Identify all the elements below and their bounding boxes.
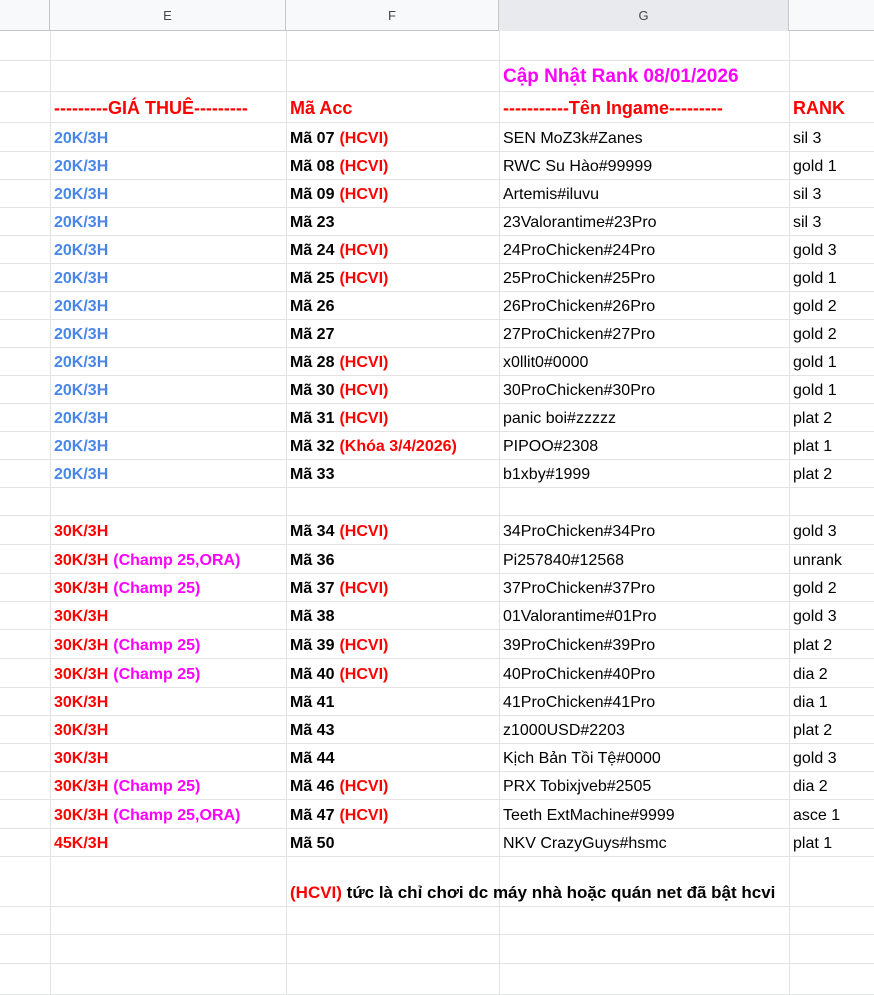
rank-value: plat 1 xyxy=(793,835,833,852)
account-code: Mã 34 xyxy=(290,523,335,540)
account-code-cell[interactable] xyxy=(286,152,388,180)
ingame-name: Teeth ExtMachine#9999 xyxy=(503,807,675,824)
account-code: Mã 50 xyxy=(290,835,335,852)
ingame-name-cell[interactable] xyxy=(499,180,599,208)
ingame-name-cell[interactable] xyxy=(499,208,657,236)
footer-flag: (HCVI) xyxy=(290,883,342,902)
ingame-name: 30ProChicken#30Pro xyxy=(503,382,656,399)
ingame-name: SEN MoZ3k#Zanes xyxy=(503,130,643,147)
account-code: Mã 26 xyxy=(290,298,335,315)
ingame-name-cell[interactable] xyxy=(499,460,590,488)
rank-value: plat 2 xyxy=(793,466,833,483)
rank-value: gold 1 xyxy=(793,354,837,371)
account-code: Mã 32 xyxy=(290,438,335,455)
grid-row-line xyxy=(0,934,874,935)
ingame-name-cell[interactable] xyxy=(499,688,655,716)
grid-row-line xyxy=(0,487,874,488)
hcvi-flag: (HCVI) xyxy=(339,270,389,287)
price-cell[interactable] xyxy=(50,545,240,574)
column-header-f[interactable]: F xyxy=(286,0,499,31)
grid-row-line xyxy=(0,179,874,180)
grid-row-line xyxy=(0,375,874,376)
account-code-cell[interactable] xyxy=(286,516,388,545)
price-value: 30K/3H xyxy=(54,552,109,569)
price-cell[interactable] xyxy=(50,208,108,236)
rank-cell[interactable] xyxy=(789,574,837,602)
hcvi-flag: (HCVI) xyxy=(339,580,389,597)
column-header-bar xyxy=(0,0,874,31)
account-code-cell[interactable] xyxy=(286,460,334,488)
grid-row-line xyxy=(0,403,874,404)
hcvi-flag: (HCVI) xyxy=(339,354,389,371)
rank-value: gold 1 xyxy=(793,158,837,175)
rank-cell[interactable] xyxy=(789,659,828,688)
row-header-corner[interactable] xyxy=(0,0,50,31)
column-header-g[interactable]: G xyxy=(499,0,789,31)
price-value: 30K/3H xyxy=(54,750,109,767)
rank-cell[interactable] xyxy=(789,292,837,320)
price-value: 30K/3H xyxy=(54,580,109,597)
price-cell[interactable] xyxy=(50,829,108,857)
grid-row-line xyxy=(0,235,874,236)
rank-value: dia 2 xyxy=(793,666,828,683)
ingame-name: b1xby#1999 xyxy=(503,466,591,483)
price-value: 20K/3H xyxy=(54,354,109,371)
account-code-cell[interactable] xyxy=(286,404,388,432)
ingame-name: 23Valorantime#23Pro xyxy=(503,214,657,231)
ingame-name-cell[interactable] xyxy=(499,123,643,152)
account-code-cell[interactable] xyxy=(286,320,334,348)
ingame-name-cell[interactable] xyxy=(499,659,655,688)
price-value: 20K/3H xyxy=(54,130,109,147)
price-cell[interactable] xyxy=(50,602,108,630)
price-cell[interactable] xyxy=(50,574,200,602)
account-code-cell[interactable] xyxy=(286,376,388,404)
ingame-name: z1000USD#2203 xyxy=(503,722,625,739)
ingame-name-cell[interactable] xyxy=(499,376,655,404)
account-code: Mã 47 xyxy=(290,807,335,824)
hcvi-flag: (HCVI) xyxy=(339,637,389,654)
champ-note: (Champ 25,ORA) xyxy=(113,807,241,824)
price-value: 20K/3H xyxy=(54,186,109,203)
ingame-name-cell[interactable] xyxy=(499,602,657,630)
ingame-name: PIPOO#2308 xyxy=(503,438,599,455)
rank-cell[interactable] xyxy=(789,545,842,574)
account-code: Mã 38 xyxy=(290,608,335,625)
ingame-name-cell[interactable] xyxy=(499,829,667,857)
price-cell[interactable] xyxy=(50,432,108,460)
account-code-cell[interactable] xyxy=(286,292,334,320)
price-cell[interactable] xyxy=(50,264,108,292)
account-code: Mã 08 xyxy=(290,158,335,175)
price-cell[interactable] xyxy=(50,659,200,688)
ingame-name-cell[interactable] xyxy=(499,320,655,348)
price-cell[interactable] xyxy=(50,404,108,432)
rank-value: gold 3 xyxy=(793,750,837,767)
price-value: 30K/3H xyxy=(54,778,109,795)
price-value: 20K/3H xyxy=(54,466,109,483)
account-code-cell[interactable] xyxy=(286,264,388,292)
champ-note: (Champ 25) xyxy=(113,637,201,654)
header-rank[interactable]: RANK xyxy=(793,98,845,118)
column-header-e[interactable]: E xyxy=(50,0,286,31)
account-code-cell[interactable] xyxy=(286,348,388,376)
ingame-name: 25ProChicken#25Pro xyxy=(503,270,656,287)
ingame-name: NKV CrazyGuys#hsmc xyxy=(503,835,667,852)
account-code-cell[interactable] xyxy=(286,180,388,208)
grid-row-line xyxy=(0,347,874,348)
hcvi-flag: (HCVI) xyxy=(339,778,389,795)
grid-row-line xyxy=(0,743,874,744)
ingame-name-cell[interactable] xyxy=(499,264,655,292)
price-value: 45K/3H xyxy=(54,835,109,852)
account-code: Mã 39 xyxy=(290,637,335,654)
ingame-name: 24ProChicken#24Pro xyxy=(503,242,656,259)
account-code: Mã 46 xyxy=(290,778,335,795)
account-code: Mã 40 xyxy=(290,666,335,683)
account-code: Mã 41 xyxy=(290,694,335,711)
price-value: 30K/3H xyxy=(54,694,109,711)
price-cell[interactable] xyxy=(50,292,108,320)
rank-cell[interactable] xyxy=(789,630,832,659)
hcvi-flag: (HCVI) xyxy=(339,382,389,399)
footer-text: tức là chỉ chơi dc máy nhà hoặc quán net đã bật hcvi xyxy=(341,883,776,902)
price-cell[interactable] xyxy=(50,630,200,659)
ingame-name: RWC Su Hào#99999 xyxy=(503,158,653,175)
ingame-name: 34ProChicken#34Pro xyxy=(503,523,656,540)
ingame-name: PRX Tobixjveb#2505 xyxy=(503,778,652,795)
hcvi-flag: (HCVI) xyxy=(339,807,389,824)
price-cell[interactable] xyxy=(50,180,108,208)
rank-value: sil 3 xyxy=(793,130,822,147)
rank-value: plat 1 xyxy=(793,438,833,455)
price-value: 20K/3H xyxy=(54,214,109,231)
account-code-cell[interactable] xyxy=(286,688,334,716)
ingame-name: 40ProChicken#40Pro xyxy=(503,666,656,683)
spreadsheet-grid xyxy=(0,31,874,995)
rank-value: dia 1 xyxy=(793,694,828,711)
rank-cell[interactable] xyxy=(789,829,832,857)
account-code: Mã 30 xyxy=(290,382,335,399)
hcvi-flag: (HCVI) xyxy=(339,666,389,683)
rank-cell[interactable] xyxy=(789,264,837,292)
ingame-name-cell[interactable] xyxy=(499,432,598,460)
grid-row-line xyxy=(0,963,874,964)
rank-cell[interactable] xyxy=(789,602,837,630)
rank-cell[interactable] xyxy=(789,348,837,376)
rank-value: plat 2 xyxy=(793,722,833,739)
price-value: 30K/3H xyxy=(54,807,109,824)
rank-cell[interactable] xyxy=(789,320,837,348)
account-code-cell[interactable] xyxy=(286,123,388,152)
ingame-name: Kịch Bản Tồi Tệ#0000 xyxy=(503,750,661,767)
price-cell[interactable] xyxy=(50,744,108,772)
price-value: 20K/3H xyxy=(54,158,109,175)
grid-row-line xyxy=(0,515,874,516)
account-code: Mã 27 xyxy=(290,326,335,343)
sheet-title[interactable]: Cập Nhật Rank 08/01/2026 xyxy=(503,66,739,87)
rank-value: gold 3 xyxy=(793,242,837,259)
rank-cell[interactable] xyxy=(789,123,821,152)
rank-value: plat 2 xyxy=(793,637,833,654)
ingame-name-cell[interactable] xyxy=(499,236,655,264)
champ-note: (Champ 25,ORA) xyxy=(113,552,241,569)
account-code-cell[interactable] xyxy=(286,630,388,659)
ingame-name: 37ProChicken#37Pro xyxy=(503,580,656,597)
ingame-name-cell[interactable] xyxy=(499,800,675,829)
rank-cell[interactable] xyxy=(789,152,837,180)
price-cell[interactable] xyxy=(50,460,108,488)
price-cell[interactable] xyxy=(50,716,108,744)
ingame-name-cell[interactable] xyxy=(499,292,655,320)
rank-value: sil 3 xyxy=(793,186,822,203)
ingame-name: 27ProChicken#27Pro xyxy=(503,326,656,343)
hcvi-flag: (HCVI) xyxy=(339,130,389,147)
price-cell[interactable] xyxy=(50,772,200,800)
price-cell[interactable] xyxy=(50,800,240,829)
account-code: Mã 24 xyxy=(290,242,335,259)
ingame-name-cell[interactable] xyxy=(499,152,652,180)
rank-value: gold 2 xyxy=(793,326,837,343)
price-cell[interactable] xyxy=(50,123,108,152)
account-code: Mã 36 xyxy=(290,552,335,569)
ingame-name-cell[interactable] xyxy=(499,772,651,800)
header-code[interactable]: Mã Acc xyxy=(290,98,353,118)
grid-row-line xyxy=(0,151,874,152)
header-ingame[interactable]: -----------Tên Ingame--------- xyxy=(503,98,723,118)
ingame-name: 26ProChicken#26Pro xyxy=(503,298,656,315)
ingame-name: 39ProChicken#39Pro xyxy=(503,637,656,654)
grid-row-line xyxy=(0,291,874,292)
account-code-cell[interactable] xyxy=(286,829,334,857)
rank-value: gold 3 xyxy=(793,608,837,625)
account-code: Mã 31 xyxy=(290,410,335,427)
rank-cell[interactable] xyxy=(789,716,832,744)
price-value: 20K/3H xyxy=(54,270,109,287)
account-code-cell[interactable] xyxy=(286,602,334,630)
price-cell[interactable] xyxy=(50,348,108,376)
rank-cell[interactable] xyxy=(789,772,828,800)
account-code: Mã 07 xyxy=(290,130,335,147)
price-cell[interactable] xyxy=(50,320,108,348)
price-value: 30K/3H xyxy=(54,666,109,683)
ingame-name-cell[interactable] xyxy=(499,404,616,432)
price-value: 20K/3H xyxy=(54,326,109,343)
hcvi-flag: (HCVI) xyxy=(339,158,389,175)
rank-value: gold 3 xyxy=(793,523,837,540)
price-value: 30K/3H xyxy=(54,637,109,654)
rank-value: dia 2 xyxy=(793,778,828,795)
column-header-h[interactable] xyxy=(789,0,874,31)
rank-cell[interactable] xyxy=(789,460,832,488)
rank-cell[interactable] xyxy=(789,404,832,432)
account-code: Mã 09 xyxy=(290,186,335,203)
account-code-cell[interactable] xyxy=(286,744,334,772)
ingame-name-cell[interactable] xyxy=(499,716,625,744)
rank-value: asce 1 xyxy=(793,807,841,824)
account-code-cell[interactable] xyxy=(286,659,388,688)
grid-row-line xyxy=(0,263,874,264)
hcvi-flag: (HCVI) xyxy=(339,410,389,427)
rank-value: gold 1 xyxy=(793,382,837,399)
footer-note[interactable] xyxy=(286,875,775,907)
rank-value: plat 2 xyxy=(793,410,833,427)
grid-row-line xyxy=(0,60,874,61)
account-code-cell[interactable] xyxy=(286,545,334,574)
price-value: 20K/3H xyxy=(54,438,109,455)
champ-note: (Champ 25) xyxy=(113,580,201,597)
champ-note: (Champ 25) xyxy=(113,778,201,795)
rank-cell[interactable] xyxy=(789,744,837,772)
price-value: 20K/3H xyxy=(54,410,109,427)
grid-row-line xyxy=(0,319,874,320)
rank-cell[interactable] xyxy=(789,376,837,404)
ingame-name-cell[interactable] xyxy=(499,630,655,659)
account-code-cell[interactable] xyxy=(286,772,388,800)
price-value: 30K/3H xyxy=(54,523,109,540)
account-code: Mã 43 xyxy=(290,722,335,739)
ingame-name-cell[interactable] xyxy=(499,545,624,574)
account-code-cell[interactable] xyxy=(286,574,388,602)
ingame-name-cell[interactable] xyxy=(499,348,588,376)
account-code: Mã 25 xyxy=(290,270,335,287)
price-cell[interactable] xyxy=(50,688,108,716)
rank-value: unrank xyxy=(793,552,842,569)
account-code-cell[interactable] xyxy=(286,236,388,264)
ingame-name: x0llit0#0000 xyxy=(503,354,589,371)
rank-cell[interactable] xyxy=(789,800,840,829)
account-code-cell[interactable] xyxy=(286,208,334,236)
price-value: 30K/3H xyxy=(54,722,109,739)
price-value: 20K/3H xyxy=(54,242,109,259)
account-code-cell[interactable] xyxy=(286,716,334,744)
ingame-name: panic boi#zzzzz xyxy=(503,410,616,427)
price-cell[interactable] xyxy=(50,152,108,180)
account-code: Mã 23 xyxy=(290,214,335,231)
hcvi-flag: (HCVI) xyxy=(339,242,389,259)
price-value: 30K/3H xyxy=(54,608,109,625)
ingame-name: 01Valorantime#01Pro xyxy=(503,608,657,625)
rank-value: sil 3 xyxy=(793,214,822,231)
price-cell[interactable] xyxy=(50,376,108,404)
price-cell[interactable] xyxy=(50,516,108,545)
ingame-name-cell[interactable] xyxy=(499,516,655,545)
header-price[interactable]: ---------GIÁ THUÊ--------- xyxy=(54,98,248,118)
rank-cell[interactable] xyxy=(789,688,828,716)
account-code: Mã 44 xyxy=(290,750,335,767)
account-code: Mã 37 xyxy=(290,580,335,597)
ingame-name-cell[interactable] xyxy=(499,574,655,602)
rank-value: gold 1 xyxy=(793,270,837,287)
hcvi-flag: (HCVI) xyxy=(339,523,389,540)
account-code-cell[interactable] xyxy=(286,800,388,829)
rank-cell[interactable] xyxy=(789,208,821,236)
champ-note: (Champ 25) xyxy=(113,666,201,683)
ingame-name: Pi257840#12568 xyxy=(503,552,625,569)
ingame-name-cell[interactable] xyxy=(499,744,661,772)
ingame-name: 41ProChicken#41Pro xyxy=(503,694,656,711)
grid-row-line xyxy=(0,715,874,716)
grid-row-line xyxy=(0,207,874,208)
rank-cell[interactable] xyxy=(789,432,832,460)
hcvi-flag: (Khóa 3/4/2026) xyxy=(339,438,457,455)
rank-value: gold 2 xyxy=(793,298,837,315)
rank-cell[interactable] xyxy=(789,236,837,264)
price-value: 20K/3H xyxy=(54,382,109,399)
account-code: Mã 28 xyxy=(290,354,335,371)
price-value: 20K/3H xyxy=(54,298,109,315)
account-code: Mã 33 xyxy=(290,466,335,483)
ingame-name: Artemis#iluvu xyxy=(503,186,600,203)
grid-row-line xyxy=(0,856,874,857)
price-cell[interactable] xyxy=(50,236,108,264)
hcvi-flag: (HCVI) xyxy=(339,186,389,203)
account-code-cell[interactable] xyxy=(286,432,457,460)
rank-cell[interactable] xyxy=(789,180,821,208)
rank-cell[interactable] xyxy=(789,516,837,545)
rank-value: gold 2 xyxy=(793,580,837,597)
